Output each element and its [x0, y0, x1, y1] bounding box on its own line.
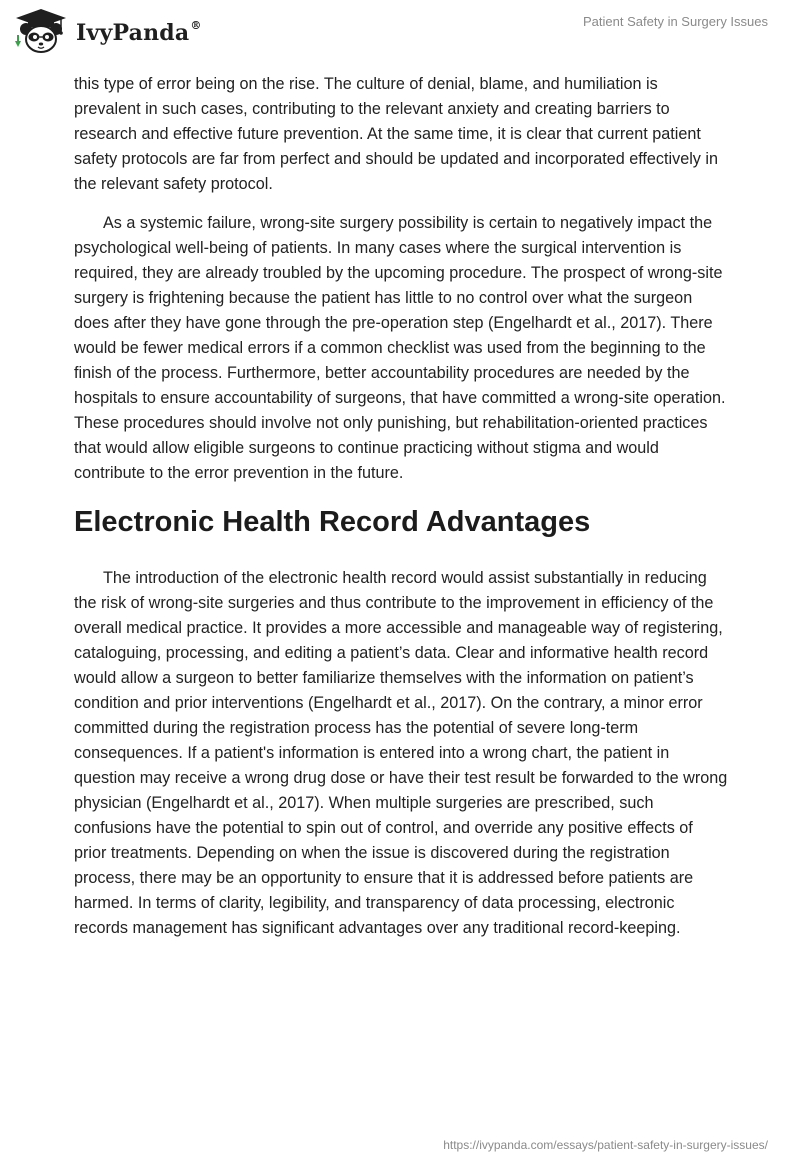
- paragraph-wrong-site-surgery: As a systemic failure, wrong-site surgery possibility is certain to negatively impact the psychological well-being of patients. In many cases where the surgical intervention is required, they are already troubled by the upcoming procedure. The prospect of wrong-site surgery is frightening because the patient has little to no control over what the surgeon does after they have gone through the pre-operation step (Engelhardt et al., 2017). There would be fewer medical errors if a common checklist was used from the beginning to the finish of the process. Furthermore, better accountability procedures are needed by the hospitals to ensure accountability of surgeons, that have committed a wrong-site operation. These procedures should involve not only punishing, but rehabilitation-oriented practices that would allow eligible surgeons to continue practicing without stigma and would contribute to the error prevention in the future.: [74, 214, 726, 482]
- brand-name: IvyPanda®: [76, 18, 202, 46]
- source-url[interactable]: https://ivypanda.com/essays/patient-safety-in-surgery-issues/: [443, 1138, 768, 1152]
- paragraph-continued: this type of error being on the rise. The culture of denial, blame, and humiliation is prevalent in such cases, contributing to the relevant anxiety and creating barriers to research and effective future prevention. At the same time, it is clear that current patient safety protocols are far from perfect and should be updated and incorporated effectively in the relevant safety protocol.: [74, 75, 718, 193]
- brand-logo[interactable]: [14, 8, 202, 56]
- document-title: Patient Safety in Surgery Issues: [583, 14, 768, 29]
- page-header: [0, 0, 800, 64]
- paragraph-ehr-advantages: The introduction of the electronic health record would assist substantially in reducing the risk of wrong-site surgeries and thus contribute to the improvement in efficiency of the overall medical practice. It provides a more accessible and manageable way of registering, cataloguing, processing, and editing a patient’s data. Clear and informative health record would allow a surgeon to better familiarize themselves with the information on patient’s condition and prior interventions (Engelhardt et al., 2017). On the contrary, a minor error committed during the registration process has the potential of severe long-term consequences. If a patient's information is entered into a wrong chart, the patient in question may receive a wrong drug dose or have their test result be forwarded to the wrong physician (Engelhardt et al., 2017). When multiple surgeries are prescribed, such confusions have the potential to spin out of control, and override any positive effects of prior treatments. Depending on when the issue is discovered during the registration process, there may be an opportunity to ensure that it is addressed before patients are harmed. In terms of clarity, legibility, and transparency of data processing, electronic records management has significant advantages over any traditional record-keeping.: [74, 569, 728, 937]
- essay-content: [74, 72, 728, 941]
- section-heading: Electronic Health Record Advantages: [74, 506, 591, 538]
- panda-graduate-logo-icon: [14, 8, 68, 56]
